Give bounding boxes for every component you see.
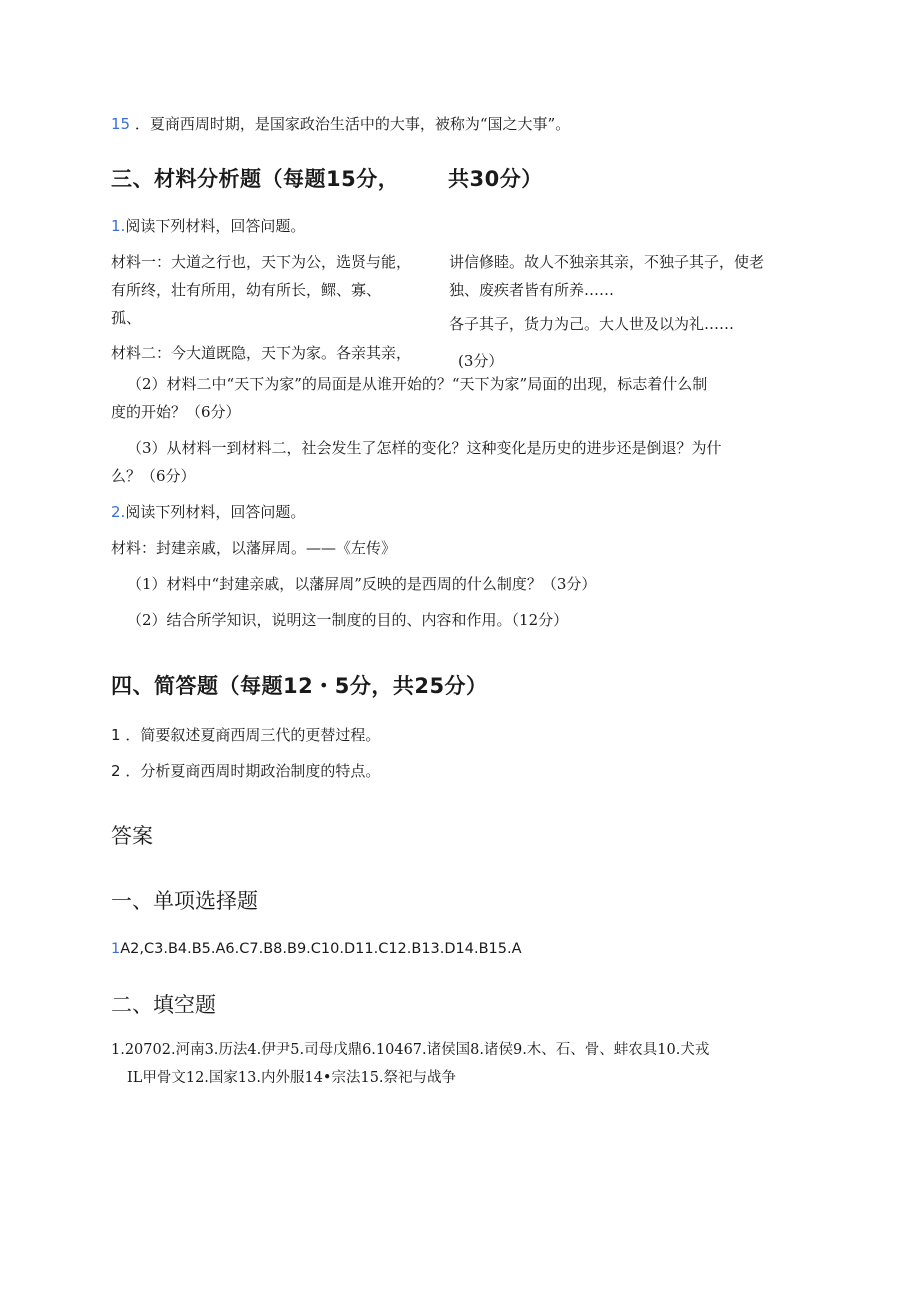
question-text: 阅读下列材料，回答问题。 (125, 503, 306, 521)
section-3-heading-left: 三、材料分析题（每题15分， (111, 167, 400, 191)
material-1-line-2: 有所终，壮有所用，幼有所长，鳏、寡、 (111, 281, 382, 299)
material-question-2 (111, 501, 305, 523)
question-number: 2. (111, 503, 126, 521)
sub-question-2-line-1: （2）材料二中“天下为家”的局面是从谁开始的？“天下为家”局面的出现，标志着什么制 (127, 375, 708, 393)
section-4-heading: 四、简答题（每题12・5分，共25分） (111, 674, 488, 698)
question-text: ．分析夏商西周时期政治制度的特点。 (125, 762, 381, 780)
sub-question-3-line-1: （3）从材料一到材料二，社会发生了怎样的变化？这种变化是历史的进步还是倒退？为什 (127, 439, 722, 457)
question-text: 阅读下列材料，回答问题。 (125, 217, 306, 235)
material-zuozhuan: 材料：封建亲戚，以藩屏周。——《左传》 (111, 539, 397, 557)
question-number: 15 (111, 115, 131, 133)
question-number: 1 (111, 726, 121, 744)
sub-question-1: （1）材料中“封建亲戚，以藩屏周”反映的是西周的什么制度？（3分） (127, 575, 597, 593)
sub-question-2: （2）结合所学知识，说明这一制度的目的、内容和作用。（12分） (127, 611, 569, 629)
question-number: 2 (111, 762, 121, 780)
answer-sequence: A2,C3.B4.B5.A6.C7.B8.B9.C10.D11.C12.B13.D14.B15.A (120, 941, 522, 957)
question-15 (111, 113, 570, 135)
material-right-line-3: 各子其子，货力为己。大人世及以为礼…… (449, 315, 735, 333)
short-question-1 (111, 724, 380, 746)
answers-part-2-line-2: IL甲骨文12.国家13.内外服14•宗法15.祭祀与战争 (127, 1070, 457, 1086)
score-3: (3分） (458, 352, 504, 370)
sub-question-3-line-2: 么？（6分） (111, 467, 196, 485)
answer-first-number: 1 (111, 941, 121, 957)
question-number: 1. (111, 217, 126, 235)
answers-part-2-line-1: 1.20702.河南3.历法4.伊尹5.司母戊鼎6.10467.诸侯国8.诸侯9.木、石、骨、蚌农具10.犬戎 (111, 1042, 710, 1058)
material-1-line-1: 材料一：大道之行也，天下为公，选贤与能， (111, 253, 412, 271)
sub-question-2-line-2: 度的开始？（6分） (111, 403, 241, 421)
question-text: ．夏商西周时期，是国家政治生活中的大事，被称为“国之大事”。 (134, 115, 571, 133)
material-right-line-2: 独、废疾者皆有所养…… (449, 281, 615, 299)
short-question-2 (111, 760, 380, 782)
answers-part-1-content (111, 938, 522, 960)
material-question-1 (111, 215, 305, 237)
answers-part-2-heading: 二、填空题 (111, 993, 216, 1017)
answers-heading: 答案 (111, 824, 153, 848)
answers-part-1-heading: 一、单项选择题 (111, 889, 258, 913)
section-3-heading-right: 共30分） (448, 167, 543, 191)
material-1-line-3: 孤、 (111, 309, 142, 327)
question-text: ．简要叙述夏商西周三代的更替过程。 (125, 726, 381, 744)
material-2-line: 材料二：今大道既隐，天下为家。各亲其亲， (111, 344, 412, 362)
material-right-line-1: 讲信修睦。故人不独亲其亲，不独子其子，使老 (449, 253, 765, 271)
